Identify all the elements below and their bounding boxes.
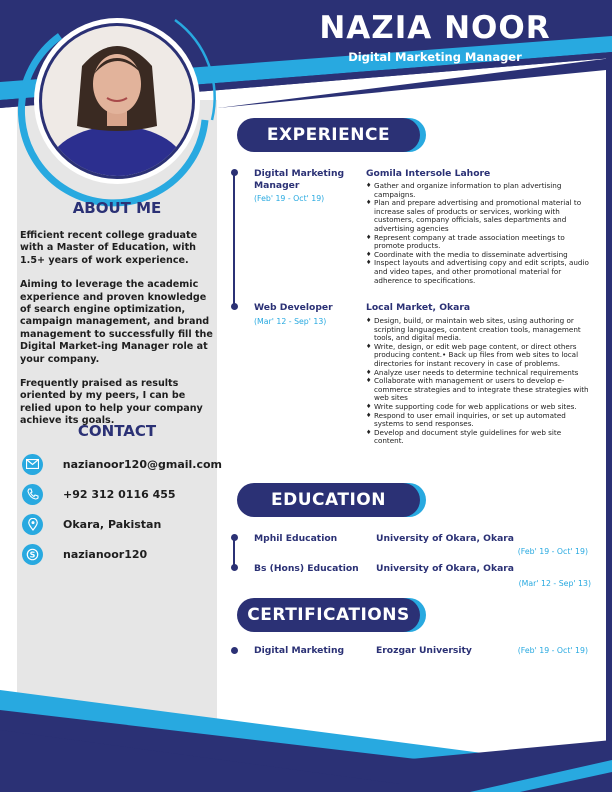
timeline-dot [231,534,238,541]
timeline-dot [231,647,238,654]
about-paragraph: Aiming to leverage the academic experience and proven knowledge of search engine optimization, campaign management, and brand management to successfully fill the Digital Market-ing Manager role at your company. [20,279,213,365]
certifications-heading: CERTIFICATIONS [237,598,420,632]
education-school: University of Okara, Okara [376,563,514,574]
job-2-bullet: ♦ Write supporting code for web applications or web sites. [366,403,592,412]
education-dates: (Mar' 12 - Sep' 13) [518,579,591,588]
timeline-dot [231,169,238,176]
job-1-bullet: ♦ Inspect layouts and advertising copy and edit scripts, audio and video tapes, and other promotional material for adherence to specifications. [366,259,592,285]
job-title: Digital Marketing Manager [348,50,522,64]
profile-photo [42,26,192,176]
education-school: University of Okara, Okara [376,533,514,544]
about-text [20,230,216,440]
job-2-bullet: ♦ Design, build, or maintain web sites, using authoring or scripting languages, content creation tools, management tools, and digital media. [366,317,592,343]
contact-location [22,513,222,535]
timeline-dot [231,303,238,310]
job-1-left [254,168,359,203]
job-1-dates: (Feb' 19 - Oct' 19) [254,194,325,203]
job-2-bullet: ♦ Develop and document style guidelines for web site content. [366,429,592,446]
job-1-bullet: ♦ Gather and organize information to plan advertising campaigns. [366,182,592,199]
job-1-bullet: ♦ Plan and prepare advertising and promotional material to increase sales of products or services, working with customers, company officials, sales departments and advertising agencies [366,199,592,233]
job-2-left [254,302,359,326]
contact-email-text[interactable]: nazianoor120@gmail.com [62,457,222,471]
job-2-bullet: ♦ Respond to user email inquiries, or set up automated systems to send responses. [366,412,592,429]
education-heading: EDUCATION [237,483,420,517]
about-paragraph: Frequently praised as results oriented by my peers, I can be relied upon to help your company achieve its goals. [20,378,203,427]
contact-skype [22,543,222,565]
job-1-bullet: ♦ Coordinate with the media to disseminate advertising [366,251,592,260]
timeline-dot [231,564,238,571]
job-2-bullet: ♦ Analyze user needs to determine technical requirements [366,369,592,378]
mail-icon [22,454,43,475]
education-degree: Bs (Hons) Education [254,563,359,574]
job-1-bullet: ♦ Represent company at trade association meetings to promote products. [366,234,592,251]
certification-name: Digital Marketing [254,645,345,656]
job-1-title: Digital Marketing Manager [254,168,345,191]
job-2-company: Local Market, Okara [366,302,471,313]
contact-location-text: Okara, Pakistan [63,517,162,531]
experience-heading: EXPERIENCE [237,118,420,152]
job-2-dates: (Mar' 12 - Sep' 13) [254,316,327,326]
svg-text:S: S [29,549,36,559]
phone-icon [22,484,43,505]
contact-phone-text[interactable]: +92 312 0116 455 [63,487,176,501]
contact-email [22,453,222,475]
contact-heading: CONTACT [77,422,157,440]
about-paragraph: Efficient recent college graduate with a Master of Education, with 1.5+ years of work experience. [20,230,198,266]
about-heading: ABOUT ME [72,199,162,217]
job-2-detail [366,302,592,446]
certification-dates: (Feb' 19 - Oct' 19) [517,646,588,655]
education-degree: Mphil Education [254,533,338,544]
job-2-title: Web Developer [254,302,333,313]
education-dates: (Feb' 19 - Oct' 19) [517,547,588,556]
job-1-company: Gomila Intersole Lahore [366,168,491,179]
timeline-line [233,172,235,307]
certification-issuer: Erozgar University [376,645,472,656]
job-1-detail [366,168,592,285]
job-2-bullet: ♦ Write, design, or edit web page content, or direct others producing content.• Back up files from web sites to local directories for instant recovery in case of problems. [366,343,592,369]
job-2-bullet: ♦ Collaborate with management or users to develop e-commerce strategies and to integrate these strategies with web sites [366,377,592,403]
contact-skype-text[interactable]: nazianoor120 [63,547,148,561]
location-icon [22,514,43,535]
person-name: NAZIA NOOR [319,10,551,46]
contact-phone [22,483,222,505]
skype-icon [22,544,43,565]
